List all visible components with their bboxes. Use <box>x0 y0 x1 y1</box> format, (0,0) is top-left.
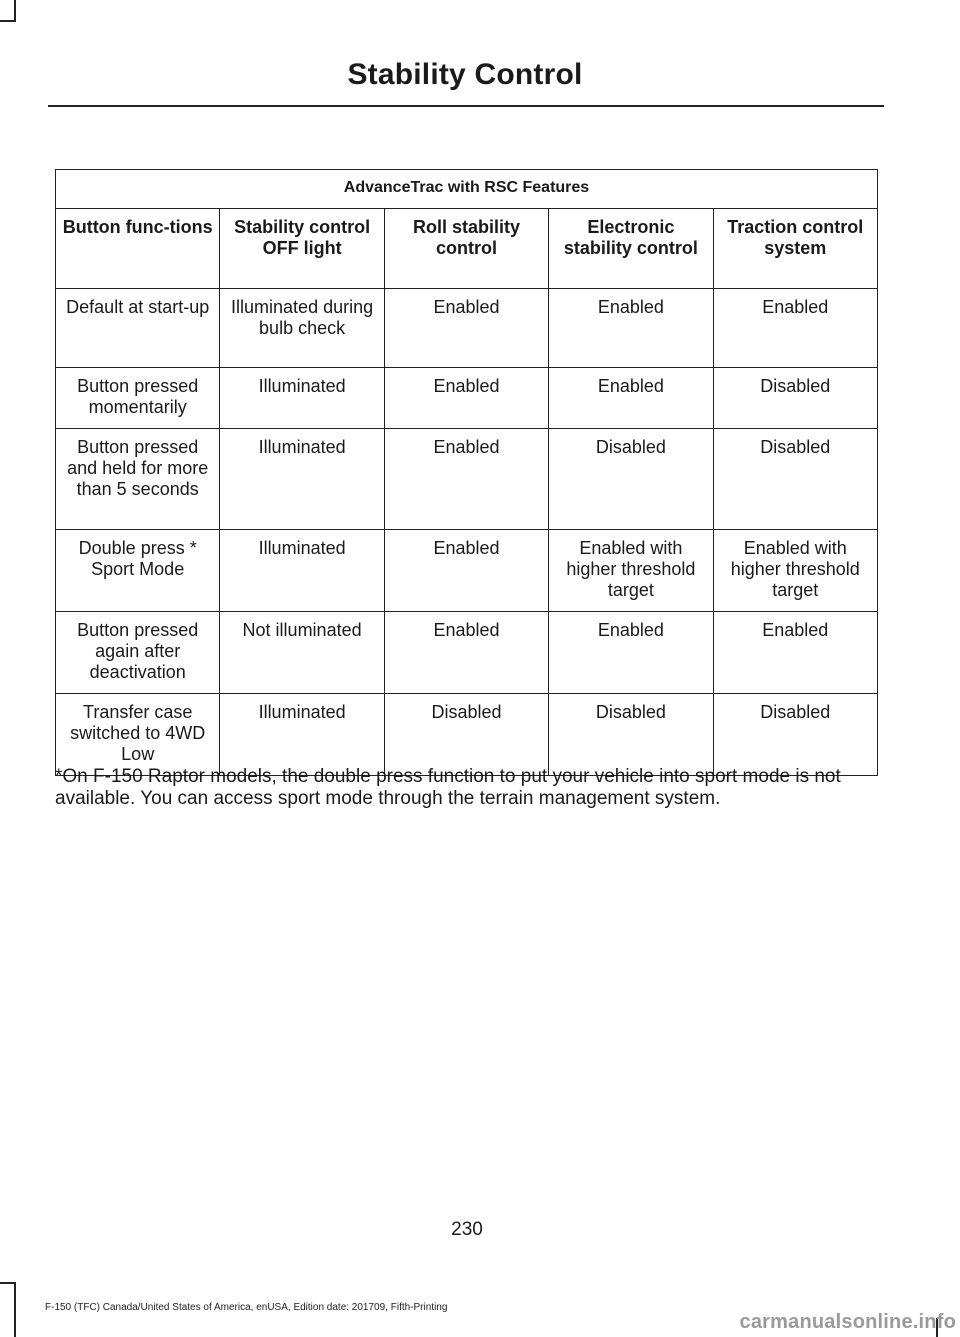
page-number: 230 <box>451 1219 483 1240</box>
crop-mark-top-left-vertical <box>14 0 16 22</box>
table-cell: Default at start-up <box>56 289 220 368</box>
table-row <box>56 429 878 530</box>
table-cell: Button pressed and held for more than 5 seconds <box>56 429 220 530</box>
table-cell: Disabled <box>549 694 713 776</box>
table-cell: Illuminated <box>220 429 384 530</box>
features-table <box>55 169 878 776</box>
table-cell: Transfer case switched to 4WD Low <box>56 694 220 776</box>
header-roll-stability-control: Roll stability control <box>384 209 548 289</box>
watermark: carmanualsonline.info <box>739 1311 956 1333</box>
table-cell: Button pressed momentarily <box>56 368 220 429</box>
table-cell: Disabled <box>384 694 548 776</box>
header-stability-control-off-light: Stability control OFF light <box>220 209 384 289</box>
crop-mark-bottom-left-horizontal <box>0 1282 16 1284</box>
table-row <box>56 694 878 776</box>
table-caption: AdvanceTrac with RSC Features <box>56 170 878 209</box>
title-divider <box>48 105 884 107</box>
crop-mark-bottom-left-vertical <box>14 1282 16 1337</box>
table-header-row <box>56 209 878 289</box>
header-traction-control-system: Traction control system <box>713 209 877 289</box>
table-row <box>56 368 878 429</box>
table-cell: Enabled <box>384 368 548 429</box>
table-cell: Disabled <box>713 694 877 776</box>
table-cell: Illuminated <box>220 694 384 776</box>
table-row <box>56 530 878 612</box>
table-cell: Illuminated during bulb check <box>220 289 384 368</box>
table-caption-row <box>56 170 878 209</box>
header-button-functions: Button func-tions <box>56 209 220 289</box>
table-cell: Enabled <box>384 289 548 368</box>
table-footnote: *On F-150 Raptor models, the double press function to put your vehicle into sport mode is not available. You can access sport mode through the terrain management system. <box>55 766 841 809</box>
table-cell: Enabled <box>549 289 713 368</box>
table-cell: Enabled <box>713 612 877 694</box>
table-row <box>56 612 878 694</box>
table-cell: Enabled <box>549 612 713 694</box>
table-cell: Enabled with higher threshold target <box>713 530 877 612</box>
table-row <box>56 289 878 368</box>
table-cell: Not illuminated <box>220 612 384 694</box>
table-cell: Enabled <box>384 429 548 530</box>
table-cell: Illuminated <box>220 368 384 429</box>
table-cell: Enabled <box>384 530 548 612</box>
header-electronic-stability-control: Electronic stability control <box>549 209 713 289</box>
table-cell: Enabled <box>384 612 548 694</box>
table-cell: Disabled <box>713 368 877 429</box>
edition-line: F-150 (TFC) Canada/United States of America, enUSA, Edition date: 201709, Fifth-Printing <box>45 1302 448 1313</box>
table-cell: Disabled <box>549 429 713 530</box>
table-cell: Enabled <box>549 368 713 429</box>
page-title: Stability Control <box>347 58 583 91</box>
crop-mark-top-left-horizontal <box>0 20 16 22</box>
table-cell: Disabled <box>713 429 877 530</box>
table-cell: Illuminated <box>220 530 384 612</box>
table-cell: Button pressed again after deactivation <box>56 612 220 694</box>
table-cell: Double press * Sport Mode <box>56 530 220 612</box>
table-cell: Enabled with higher threshold target <box>549 530 713 612</box>
table-cell: Enabled <box>713 289 877 368</box>
